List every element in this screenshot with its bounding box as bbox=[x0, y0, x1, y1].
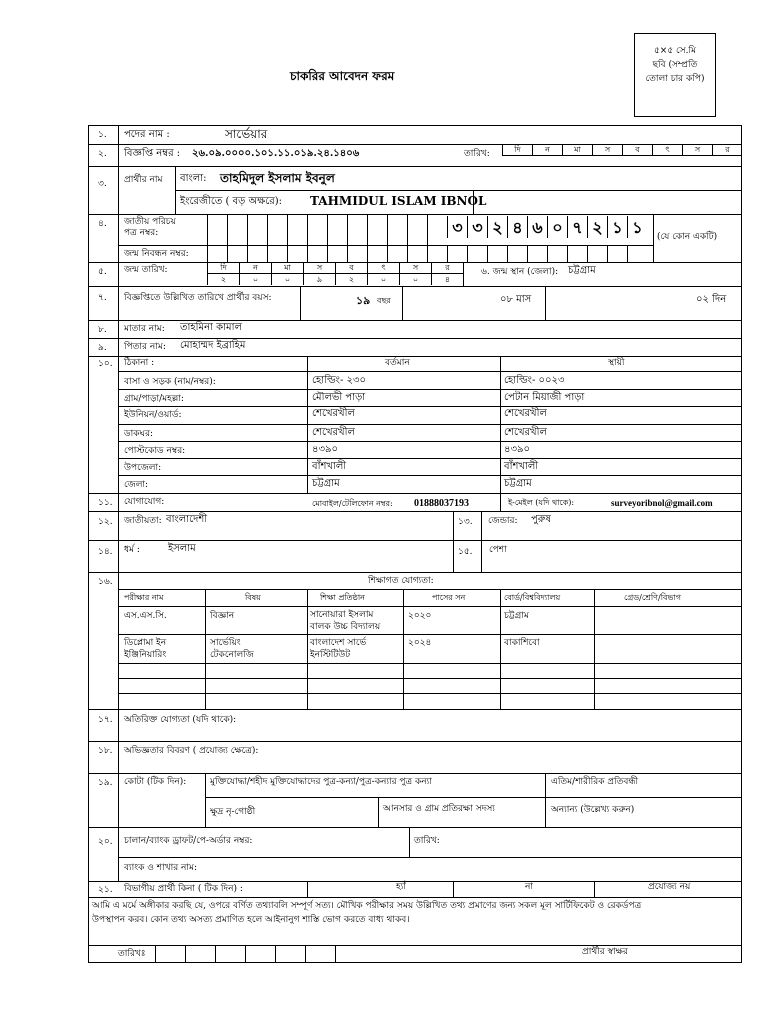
present-address-value[interactable]: ৪৩৯০ bbox=[312, 444, 338, 455]
quota-orphan-disabled[interactable]: এতিম/শারীরিক প্রতিবন্ধী bbox=[551, 777, 639, 787]
row-number: ২০. bbox=[98, 837, 113, 847]
education-header: পাসের সন bbox=[432, 593, 466, 602]
gender-value[interactable]: পুরুষ bbox=[531, 514, 551, 525]
email-value[interactable]: surveyoribnol@gmail.com bbox=[611, 498, 713, 508]
nid-empty-cells[interactable] bbox=[207, 214, 447, 245]
photo-size-text: ৫×৫ সে.মি bbox=[653, 46, 697, 56]
present-address-value[interactable]: হোল্ডিং- ২৩০ bbox=[312, 375, 367, 386]
row-number: ১৮. bbox=[98, 746, 113, 756]
row-number: ১৯. bbox=[98, 778, 113, 788]
contact-label: যোগাযোগ: bbox=[124, 497, 165, 507]
english-name-label: ইংরেজীতে ( বড় অক্ষরে): bbox=[180, 196, 283, 207]
challan-date-label: তারিখ: bbox=[414, 836, 440, 846]
form-title: চাকরির আবেদন ফরম bbox=[290, 69, 395, 83]
circular-date-label: তারিখ: bbox=[464, 149, 490, 159]
father-name-value[interactable]: মোহাম্মদ ইব্রাহিম bbox=[180, 340, 246, 351]
quota-freedom-fighter[interactable]: মুক্তিযোদ্ধা/শহীদ মুক্তিযোদ্ধাদের পুত্র-কন্যা/পুত্র-কন্যার পুত্র কন্যা bbox=[210, 777, 432, 787]
row-number: ৯. bbox=[98, 343, 107, 353]
post-name-label: পদের নাম : bbox=[124, 129, 170, 140]
present-address-value[interactable]: শেখেরখীল bbox=[312, 427, 355, 438]
age-years-unit: বছর bbox=[377, 296, 391, 305]
present-address-header: বর্তমান bbox=[385, 358, 410, 368]
age-label: বিজ্ঞপ্তিতে উল্লিখিত তারিখে প্রার্থীর বয়স: bbox=[124, 293, 272, 303]
nid-label-line2: পত্র নম্বর: bbox=[124, 228, 159, 238]
declaration-line1: আমি এ মর্মে অঙ্গীকার করছি যে, ওপরে বর্ণিত তথ্যাবলি সম্পূর্ণ সত্য। মৌখিক পরীক্ষার সময় উল্লিখিত তথ্য প্রমাণের জন্য সকল মূল সার্টিফিকেট ও রেকর্ডপত্র bbox=[92, 901, 642, 911]
circular-number-label: বিজ্ঞপ্তি নম্বর : bbox=[124, 148, 181, 159]
bangla-name-value[interactable]: তাহমিদুল ইসলাম ইবনুল bbox=[220, 171, 335, 185]
present-address-value[interactable]: শেখেরখীল bbox=[312, 408, 355, 419]
age-years-value[interactable]: ১৯ bbox=[356, 294, 371, 307]
row-number: ২১. bbox=[98, 885, 113, 895]
mother-name-value[interactable]: তাহমিনা কামাল bbox=[180, 322, 242, 333]
signature-label: প্রার্থীর স্বাক্ষর bbox=[582, 947, 628, 957]
row-number: ৫. bbox=[98, 267, 107, 277]
option-not-applicable[interactable]: প্রযোজ্য নয় bbox=[648, 882, 691, 892]
bank-branch-label: ব্যাংক ও শাখার নাম: bbox=[124, 863, 198, 873]
row-number: ৪. bbox=[98, 219, 107, 229]
english-name-value[interactable]: TAHMIDUL ISLAM IBNOL bbox=[310, 194, 487, 208]
dob-label: জন্ম তারিখ: bbox=[124, 265, 168, 275]
mobile-value[interactable]: 01888037193 bbox=[414, 498, 469, 509]
address-label: ঠিকানা : bbox=[124, 358, 155, 368]
circular-date-cells[interactable]: দি ন মা স ব ৎ স র bbox=[502, 144, 742, 166]
age-months-value[interactable]: ০৮ মাস bbox=[500, 294, 532, 305]
email-label: ই-মেইল (যদি থাকে): bbox=[508, 498, 575, 507]
age-days-value[interactable]: ০২ দিন bbox=[696, 294, 727, 305]
occupation-label: পেশা bbox=[489, 545, 507, 555]
row-number: ১. bbox=[98, 130, 107, 140]
row-number: ৮. bbox=[98, 325, 107, 335]
education-header: বোর্ড/বিশ্ববিদ্যালয় bbox=[504, 593, 561, 602]
circular-number-value[interactable]: ২৬.০৯.০০০০.১০১.১১.০১৯.২৪.১৪০৬ bbox=[192, 148, 360, 159]
birth-reg-label: জন্ম নিবন্ধন নম্বর: bbox=[124, 249, 189, 259]
permanent-address-value[interactable]: হোল্ডিং- ০০২৩ bbox=[504, 375, 565, 386]
row-number: ১১. bbox=[98, 498, 113, 508]
nid-note: (যে কোন একটি) bbox=[657, 232, 718, 242]
nationality-label: জাতীয়তা: bbox=[124, 516, 162, 526]
education-header: গ্রেড/শ্রেণি/বিভাগ bbox=[624, 593, 681, 602]
nid-number-cells[interactable]: ৩ ৩ ২ ৪ ৬ ০ ৭ ২ ১ ১ bbox=[447, 216, 653, 240]
quota-ethnic-minority[interactable]: ক্ষুদ্র নৃ-গোষ্ঠী bbox=[210, 807, 256, 817]
row-number: ১৩. bbox=[458, 517, 473, 527]
present-address-value[interactable]: মৌলভী পাড়া bbox=[312, 392, 366, 403]
father-name-label: পিতার নাম: bbox=[124, 342, 166, 352]
quota-ansar-vdp[interactable]: আনসার ও গ্রাম প্রতিরক্ষা সদস্য bbox=[383, 804, 495, 814]
mobile-label: মোবাইল/টেলিফোন নম্বর: bbox=[312, 499, 393, 508]
option-yes[interactable]: হ্যাঁ bbox=[396, 882, 406, 892]
present-address-value[interactable]: বাঁশখালী bbox=[312, 461, 347, 472]
religion-label: ধর্ম : bbox=[124, 545, 140, 555]
education-title: শিক্ষাগত যোগ্যতা: bbox=[368, 576, 434, 586]
permanent-address-value[interactable]: ৪৩৯০ bbox=[504, 444, 530, 455]
footer-date-label: তারিখঃ bbox=[118, 949, 146, 959]
birthplace-label: ৬. জন্ম স্থান (জেলা): bbox=[481, 267, 559, 277]
applicant-name-label: প্রার্থীর নাম bbox=[124, 175, 163, 185]
experience-label: অভিজ্ঞতার বিবরণ ( প্রযোজ্য ক্ষেত্রে): bbox=[124, 746, 259, 756]
education-header: বিষয় bbox=[245, 593, 261, 602]
permanent-address-value[interactable]: বাঁশখালী bbox=[504, 461, 539, 472]
education-header: শিক্ষা প্রতিষ্ঠান bbox=[320, 593, 365, 602]
row-number: ৩. bbox=[98, 179, 107, 189]
departmental-candidate-label: বিভাগীয় প্রার্থী কিনা ( টিক দিন) : bbox=[124, 884, 243, 894]
row-number: ১২. bbox=[98, 517, 113, 527]
permanent-address-value[interactable]: শেখেরখীল bbox=[504, 427, 547, 438]
declaration-line2: উপস্থাপন করব। কোন তথ্য অসত্য প্রমাণিত হলে আইনানুগ শাস্তি ভোগ করতে বাধ্য থাকব। bbox=[92, 915, 410, 925]
present-address-value[interactable]: চট্টগ্রাম bbox=[312, 478, 340, 489]
photo-copies-text: তোলা চার কপি) bbox=[645, 74, 705, 84]
nid-label-line1: জাতীয় পরিচয় bbox=[124, 217, 176, 227]
photo-instruction-text: ছবি (সম্প্রতি bbox=[652, 60, 698, 70]
row-number: ২. bbox=[98, 149, 107, 159]
birth-reg-cells[interactable] bbox=[207, 245, 653, 262]
footer-date-cells[interactable] bbox=[155, 945, 335, 963]
bangla-name-label: বাংলা: bbox=[180, 173, 207, 184]
option-no[interactable]: না bbox=[525, 882, 533, 892]
row-number: ১৭. bbox=[98, 715, 113, 725]
permanent-address-value[interactable]: শেখেরখীল bbox=[504, 408, 547, 419]
nationality-value[interactable]: বাংলাদেশী bbox=[166, 514, 208, 525]
education-header: পরীক্ষার নাম bbox=[124, 593, 164, 602]
row-number: ১৬. bbox=[98, 577, 113, 587]
challan-label: চালান/ব্যাংক ড্রাফট/পে-অর্ডার নম্বর: bbox=[124, 836, 253, 846]
permanent-address-value[interactable]: চট্টগ্রাম bbox=[504, 478, 532, 489]
post-name-value[interactable]: সার্ভেয়ার bbox=[225, 127, 268, 141]
mother-name-label: মাতার নাম: bbox=[124, 324, 165, 334]
quota-label: কোটা (টিক দিন): bbox=[124, 777, 187, 787]
permanent-address-header: স্থায়ী bbox=[608, 358, 625, 368]
permanent-address-value[interactable]: পেটান মিয়াজী পাড়া bbox=[504, 392, 585, 403]
row-number: ১৪. bbox=[98, 547, 113, 557]
row-number: ৭. bbox=[98, 293, 107, 303]
gender-label: জেন্ডার: bbox=[488, 516, 518, 526]
quota-others[interactable]: অন্যান্য (উল্লেখ্য করুন) bbox=[551, 805, 635, 815]
row-number: ১৫. bbox=[458, 547, 473, 557]
birthplace-value[interactable]: চট্টগ্রাম bbox=[568, 265, 596, 276]
dob-cells[interactable]: দি ন মা স ব ৎ স র ২ ০ ০ ৯ ২ ০ ০ ৪ bbox=[207, 262, 463, 286]
photo-box bbox=[634, 33, 716, 117]
additional-qualification-label: অতিরিক্ত যোগ্যতা (যদি থাকে): bbox=[124, 715, 237, 725]
row-number: ১০. bbox=[98, 359, 113, 369]
religion-value[interactable]: ইসলাম bbox=[168, 543, 196, 554]
